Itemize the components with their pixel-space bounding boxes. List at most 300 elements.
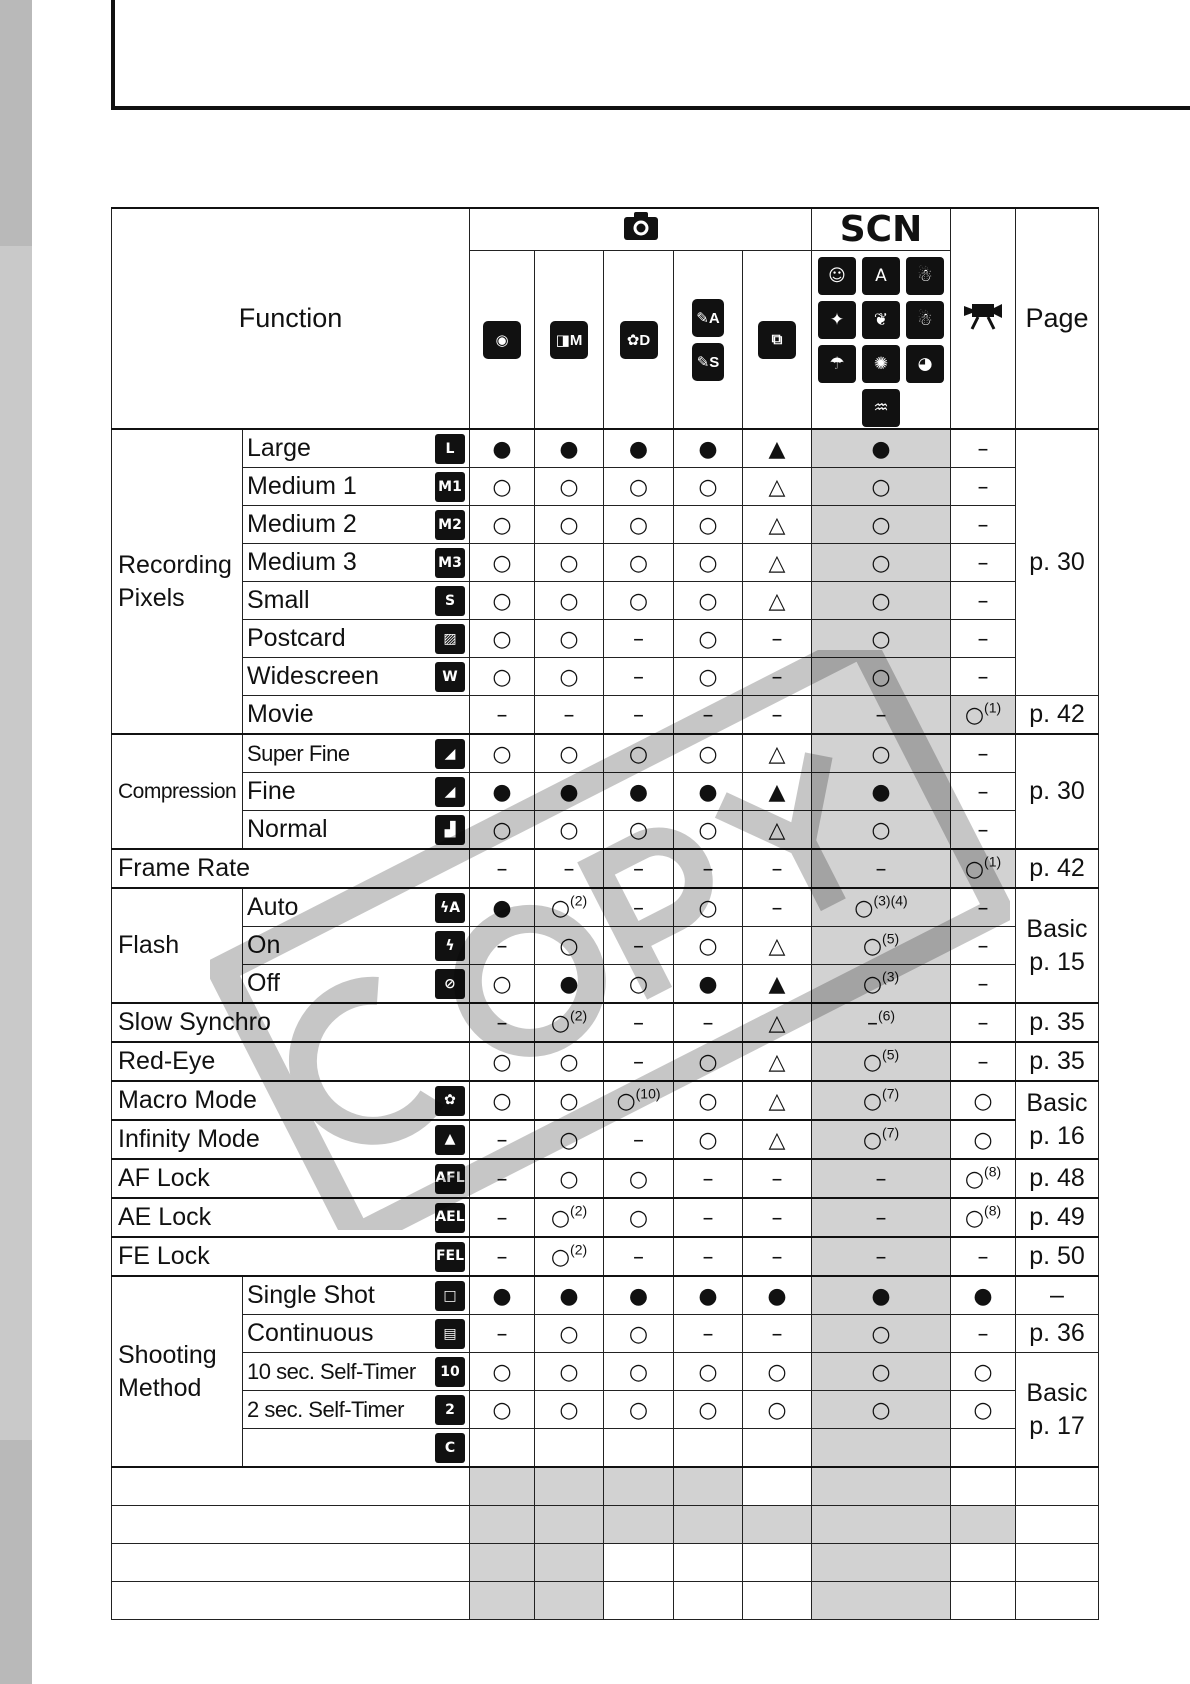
value-symbol: ○ (628, 1206, 649, 1231)
value-symbol: – (633, 703, 644, 728)
value-cell (743, 849, 812, 888)
empty-cell (604, 1544, 674, 1582)
value-symbol: ▲ (768, 780, 786, 805)
value-cell (470, 1159, 535, 1198)
value-symbol: △ (768, 513, 786, 538)
value-symbol: ○ (698, 665, 718, 690)
function-category (112, 1003, 470, 1042)
value-cell (470, 1081, 535, 1120)
footnote-ref: (3) (882, 968, 900, 985)
function-sub (243, 734, 470, 773)
table-row (112, 1198, 1099, 1237)
still-camera-header (470, 208, 812, 251)
empty-cell (1016, 1544, 1099, 1582)
table-row (112, 544, 1099, 582)
value-symbol: – (977, 475, 989, 500)
function-icon: M1 (435, 472, 465, 502)
value-cell (743, 1429, 812, 1468)
page-ref: p. 35 (1016, 1003, 1099, 1042)
empty-cell (470, 1582, 535, 1620)
value-cell (812, 811, 951, 850)
table-row (112, 1429, 1099, 1468)
value-cell (674, 1429, 743, 1468)
value-symbol: ○ (698, 1360, 718, 1385)
value-symbol: – (977, 896, 989, 921)
value-cell (674, 1120, 743, 1159)
table-row (112, 620, 1099, 658)
empty-cell (743, 1544, 812, 1582)
value-symbol: ○ (964, 703, 985, 728)
value-cell (951, 1237, 1016, 1276)
value-symbol: ● (973, 1284, 993, 1309)
value-symbol: – (702, 703, 714, 728)
value-cell (604, 811, 674, 850)
page-ref: Basic p. 17 (1016, 1353, 1099, 1468)
page-ref: p. 35 (1016, 1042, 1099, 1081)
value-symbol: ○ (871, 1322, 891, 1347)
value-symbol: ○ (559, 1128, 579, 1153)
value-cell (743, 1276, 812, 1315)
value-cell (535, 1429, 604, 1468)
value-symbol: – (977, 1322, 989, 1347)
value-symbol: ○ (628, 1398, 649, 1423)
value-symbol: ○ (862, 1128, 883, 1153)
function-icon: FEL (435, 1242, 465, 1272)
value-symbol: ○ (973, 1360, 993, 1385)
value-symbol: △ (768, 818, 786, 843)
empty-cell (951, 1544, 1016, 1582)
empty-row (112, 1544, 1099, 1582)
empty-row (112, 1467, 1099, 1506)
function-sub (243, 468, 470, 506)
page-ref: p. 30 (1016, 429, 1099, 696)
value-symbol: ○ (559, 627, 579, 652)
value-symbol: ○ (628, 1360, 649, 1385)
value-symbol: – (977, 1050, 989, 1075)
value-symbol: △ (768, 1050, 786, 1075)
value-symbol: ○ (628, 1167, 649, 1192)
value-cell (951, 1353, 1016, 1391)
value-symbol: ● (698, 780, 718, 805)
empty-cell (951, 1467, 1016, 1506)
table-row (112, 849, 1099, 888)
value-cell (743, 1159, 812, 1198)
value-cell (951, 1003, 1016, 1042)
value-symbol: ○ (492, 818, 512, 843)
empty-cell (674, 1506, 743, 1544)
value-symbol: – (702, 1245, 714, 1270)
empty-cell (1016, 1582, 1099, 1620)
value-cell (743, 965, 812, 1004)
empty-cell (812, 1506, 951, 1544)
function-icon: ϟA (435, 893, 465, 923)
value-symbol: – (977, 1245, 989, 1270)
value-symbol: ● (628, 1284, 649, 1309)
value-cell (674, 1315, 743, 1353)
value-cell (743, 696, 812, 735)
function-label: Auto (247, 893, 299, 921)
value-cell (951, 734, 1016, 773)
value-symbol: ○ (871, 551, 891, 576)
page-ref: p. 42 (1016, 849, 1099, 888)
footnote-ref: (8) (984, 1163, 1002, 1180)
table-row (112, 468, 1099, 506)
value-cell (674, 1042, 743, 1081)
function-label: AE Lock (118, 1203, 212, 1231)
value-cell (604, 734, 674, 773)
value-cell (535, 696, 604, 735)
value-symbol: – (496, 703, 508, 728)
function-sub (243, 658, 470, 696)
value-cell (674, 1237, 743, 1276)
value-cell (743, 1353, 812, 1391)
value-symbol: ○ (559, 1089, 579, 1114)
table-row (112, 773, 1099, 811)
value-symbol: ○ (492, 972, 512, 997)
value-symbol: – (496, 1011, 508, 1036)
function-sub (243, 1391, 470, 1429)
table-row (112, 734, 1099, 773)
value-cell (812, 1276, 951, 1315)
value-cell (604, 1003, 674, 1042)
value-cell (743, 1237, 812, 1276)
value-cell (674, 1003, 743, 1042)
table-row (112, 429, 1099, 468)
empty-cell (1016, 1467, 1099, 1506)
empty-cell (604, 1467, 674, 1506)
value-cell (604, 965, 674, 1004)
empty-cell (535, 1582, 604, 1620)
value-cell (604, 658, 674, 696)
footnote-ref: (2) (570, 1202, 588, 1219)
value-cell (743, 734, 812, 773)
value-cell (812, 849, 951, 888)
function-label: Super Fine (247, 740, 350, 766)
value-symbol: ○ (698, 513, 718, 538)
value-cell (812, 1198, 951, 1237)
value-symbol: ● (492, 896, 512, 921)
value-symbol: – (563, 703, 575, 728)
value-symbol: ○ (492, 627, 512, 652)
value-cell (470, 734, 535, 773)
color-swap-icon: ✎S (692, 343, 724, 381)
function-icon: ◢ (435, 777, 465, 807)
function-icon: S (435, 586, 465, 616)
value-cell (812, 506, 951, 544)
function-sub (243, 582, 470, 620)
value-cell (604, 849, 674, 888)
value-symbol: – (496, 1322, 508, 1347)
value-symbol: ○ (628, 972, 649, 997)
value-symbol: ○ (871, 475, 891, 500)
table-row (112, 1081, 1099, 1120)
value-symbol: ○ (559, 475, 579, 500)
value-symbol: ● (767, 1284, 787, 1309)
function-category: Compression (112, 734, 243, 849)
footnote-ref: (8) (984, 1202, 1002, 1219)
page-ref: Basic p. 16 (1016, 1081, 1099, 1159)
value-symbol: – (977, 437, 989, 462)
function-table (111, 207, 1099, 1620)
value-symbol: ○ (559, 934, 579, 959)
page-ref: p. 30 (1016, 734, 1099, 849)
value-symbol: – (875, 1245, 887, 1270)
value-symbol: △ (768, 1011, 786, 1036)
value-cell (535, 506, 604, 544)
scn-mode-icon: ☃ (906, 301, 944, 339)
value-symbol: ● (559, 437, 579, 462)
value-symbol: ○ (871, 742, 891, 767)
value-symbol: ○ (628, 551, 649, 576)
function-category (112, 1237, 470, 1276)
value-cell (535, 544, 604, 582)
empty-cell (470, 1467, 535, 1506)
value-symbol: ○ (628, 475, 649, 500)
value-cell (470, 1315, 535, 1353)
value-symbol: ○ (871, 665, 891, 690)
movie-header (951, 208, 1016, 429)
function-header: Function (112, 208, 470, 429)
table-row (112, 1159, 1099, 1198)
function-label: AF Lock (118, 1164, 210, 1192)
function-icon: M3 (435, 548, 465, 578)
page-ref: Basic p. 15 (1016, 888, 1099, 1003)
value-symbol: ○ (973, 1398, 993, 1423)
function-sub (243, 1276, 470, 1315)
function-icon: 10 (435, 1357, 465, 1387)
value-cell (535, 849, 604, 888)
value-symbol: ● (871, 1284, 891, 1309)
function-label: Medium 1 (247, 472, 357, 500)
value-symbol: – (875, 1206, 887, 1231)
value-cell (951, 965, 1016, 1004)
value-cell (535, 1042, 604, 1081)
value-cell (470, 927, 535, 965)
value-symbol: ▲ (768, 437, 786, 462)
value-cell (674, 927, 743, 965)
value-symbol: – (771, 627, 783, 652)
value-symbol: ○ (628, 818, 649, 843)
empty-cell (812, 1582, 951, 1620)
value-symbol: ○ (559, 742, 579, 767)
function-sub (243, 429, 470, 468)
function-label: On (247, 931, 281, 959)
value-cell (951, 1120, 1016, 1159)
value-cell (743, 582, 812, 620)
value-symbol: – (771, 665, 783, 690)
empty-cell (112, 1506, 470, 1544)
empty-cell (743, 1582, 812, 1620)
value-cell (674, 1198, 743, 1237)
function-icon: AFL (435, 1164, 465, 1194)
value-cell (812, 620, 951, 658)
value-symbol: ○ (767, 1360, 787, 1385)
footnote-ref: (3)(4) (873, 892, 908, 909)
value-cell (674, 811, 743, 850)
camera-auto-icon: ◉ (483, 321, 521, 359)
value-symbol: – (633, 1011, 644, 1036)
value-symbol: – (496, 934, 508, 959)
value-cell (951, 1159, 1016, 1198)
table-row (112, 506, 1099, 544)
function-label: Single Shot (247, 1281, 375, 1309)
value-symbol: ○ (492, 551, 512, 576)
value-cell (743, 1391, 812, 1429)
value-cell (951, 1315, 1016, 1353)
value-symbol: ○ (550, 1245, 571, 1270)
scn-mode-icon: ♒ (862, 389, 900, 427)
value-symbol: ○ (628, 513, 649, 538)
function-icon: ▲ (435, 1125, 465, 1155)
value-symbol: △ (768, 742, 786, 767)
value-cell (743, 1120, 812, 1159)
page-ref: p. 50 (1016, 1237, 1099, 1276)
page-ref: p. 36 (1016, 1315, 1099, 1353)
value-symbol: ○ (492, 1398, 512, 1423)
function-label: Medium 2 (247, 510, 357, 538)
value-cell (604, 1315, 674, 1353)
value-cell (743, 620, 812, 658)
footnote-ref: (7) (882, 1124, 900, 1141)
value-symbol: ○ (698, 1089, 718, 1114)
value-symbol: △ (768, 934, 786, 959)
value-cell (604, 1120, 674, 1159)
value-cell (674, 468, 743, 506)
table-row (112, 582, 1099, 620)
value-symbol: ● (559, 780, 579, 805)
function-icon: M2 (435, 510, 465, 540)
scn-header: SCN (812, 208, 951, 251)
camera-icon (623, 211, 659, 241)
function-label: Continuous (247, 1319, 374, 1347)
value-symbol: – (977, 972, 989, 997)
value-symbol: ▲ (768, 972, 786, 997)
value-symbol: ○ (559, 1322, 579, 1347)
empty-cell (112, 1582, 470, 1620)
value-cell (604, 582, 674, 620)
function-label: Widescreen (247, 662, 379, 690)
value-cell (604, 1391, 674, 1429)
value-cell (812, 1315, 951, 1353)
function-category: Shooting Method (112, 1276, 243, 1467)
value-cell (470, 696, 535, 735)
value-cell (604, 1237, 674, 1276)
value-cell (951, 1276, 1016, 1315)
function-label: Red-Eye (118, 1047, 216, 1075)
value-cell (743, 888, 812, 927)
value-cell (535, 1315, 604, 1353)
function-sub (243, 1353, 470, 1391)
value-cell (535, 582, 604, 620)
value-cell (951, 468, 1016, 506)
empty-cell (674, 1582, 743, 1620)
value-cell (604, 1429, 674, 1468)
value-cell (535, 1353, 604, 1391)
value-cell (812, 888, 951, 927)
function-sub (243, 506, 470, 544)
value-symbol: ● (871, 780, 891, 805)
value-symbol: – (977, 589, 989, 614)
value-symbol: ○ (698, 551, 718, 576)
function-sub (243, 1429, 470, 1468)
value-cell (951, 620, 1016, 658)
value-symbol: – (633, 1128, 644, 1153)
value-cell (951, 927, 1016, 965)
value-cell (812, 1159, 951, 1198)
value-cell (470, 1429, 535, 1468)
empty-cell (112, 1467, 470, 1506)
value-cell (535, 811, 604, 850)
table-row (112, 927, 1099, 965)
function-label: Infinity Mode (118, 1125, 260, 1153)
movie-camera-icon (964, 300, 1002, 330)
camera-manual-icon: ◨M (550, 321, 588, 359)
value-cell (604, 1159, 674, 1198)
function-label: Large (247, 434, 311, 462)
value-symbol: – (633, 1245, 644, 1270)
page-ref: p. 42 (1016, 696, 1099, 735)
value-cell (604, 620, 674, 658)
value-cell (604, 1198, 674, 1237)
value-symbol: ○ (628, 742, 649, 767)
value-symbol: ○ (559, 1167, 579, 1192)
table-row (112, 1276, 1099, 1315)
value-symbol: – (633, 665, 644, 690)
value-cell (604, 429, 674, 468)
scn-mode-icon: ◕ (906, 345, 944, 383)
value-symbol: ● (559, 1284, 579, 1309)
scn-mode-icon: ☃ (906, 257, 944, 295)
value-cell (470, 965, 535, 1004)
value-cell (470, 620, 535, 658)
function-sub (243, 620, 470, 658)
function-icon: ▟ (435, 815, 465, 845)
value-cell (604, 468, 674, 506)
mode-manual (535, 251, 604, 430)
value-cell (470, 468, 535, 506)
value-cell (535, 965, 604, 1004)
value-symbol: ● (492, 780, 512, 805)
value-cell (604, 1042, 674, 1081)
side-strip (0, 0, 32, 1684)
function-icon: 2 (435, 1395, 465, 1425)
value-cell (951, 811, 1016, 850)
value-cell (743, 1003, 812, 1042)
value-symbol: ○ (492, 1050, 512, 1075)
table-row (112, 1237, 1099, 1276)
function-icon: □ (435, 1281, 465, 1311)
footnote-ref: (2) (570, 892, 588, 909)
value-symbol: – (977, 665, 989, 690)
empty-cell (812, 1467, 951, 1506)
value-cell (812, 927, 951, 965)
value-cell (674, 888, 743, 927)
mode-digital-macro (604, 251, 674, 430)
value-cell (743, 468, 812, 506)
table-row (112, 965, 1099, 1004)
value-cell (470, 888, 535, 927)
value-cell (674, 506, 743, 544)
value-symbol: ○ (698, 589, 718, 614)
footnote-ref: (5) (882, 930, 900, 947)
value-symbol: ○ (964, 857, 985, 882)
value-cell (604, 773, 674, 811)
value-cell (812, 1081, 951, 1120)
value-cell (470, 849, 535, 888)
function-category (112, 1042, 470, 1081)
value-symbol: ○ (973, 1089, 993, 1114)
value-cell (674, 1276, 743, 1315)
